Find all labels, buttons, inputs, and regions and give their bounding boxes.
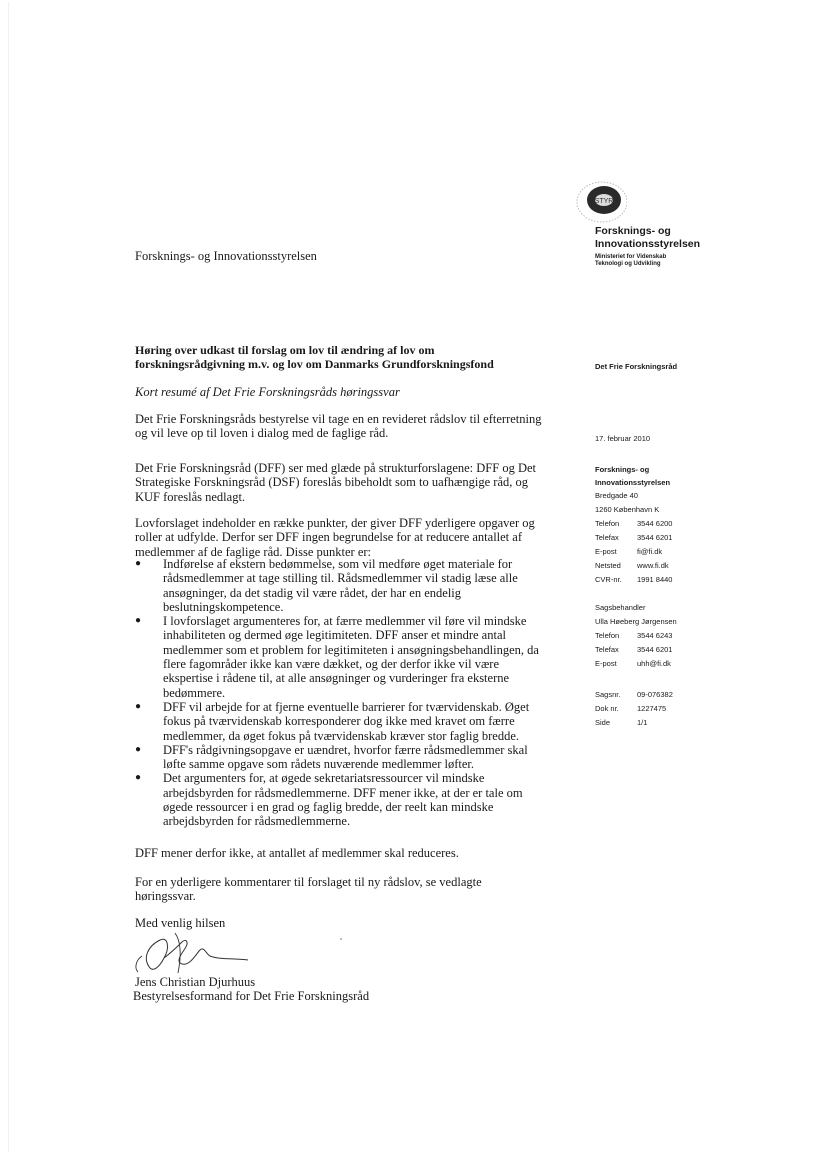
list-item [135, 614, 575, 700]
org-title [595, 225, 700, 250]
reference-value: 1227475 [637, 704, 667, 713]
contact-label: E-post [595, 547, 617, 556]
ministry-line1: Ministeriet for Videnskab [595, 254, 667, 260]
text-line: Strategiske Forskningsråd (DSF) foreslås bibeholdt som to uafhængige råd, og [135, 475, 529, 490]
text-line: roller at udfylde. Derfor ser DFF ingen begrundelse for at reducere antallet af [135, 530, 522, 545]
contact-row [595, 559, 672, 573]
list-item [135, 700, 575, 743]
text-line: øgede ressourcer i en grad og faglig bredde, der reelt kan mindske [163, 800, 494, 815]
text-line: DFF's rådgivningsopgave er uændret, hvorfor færre rådsmedlemmer skal [163, 742, 528, 757]
bullet-icon: ● [135, 700, 142, 712]
contact-label: Netsted [595, 561, 621, 570]
bullet-icon: ● [135, 743, 142, 755]
paragraph-2 [135, 461, 575, 504]
org-title-line1: Forsknings- og [595, 225, 671, 237]
signer-name: Jens Christian Djurhuus [135, 975, 256, 989]
contact-row [595, 643, 677, 657]
text-line: For en yderligere kommentarer til forslaget til ny rådslov, se vedlagte [135, 875, 482, 889]
agency-logo [573, 180, 627, 224]
text-line: beslutningskompetence. [163, 599, 284, 614]
sidebar-org-name [595, 463, 670, 489]
paragraph-3 [135, 516, 575, 559]
text-line: Indførelse af ekstern bedømmelse, som vil medføre øget materiale for [163, 557, 513, 571]
contact-value: 1991 8440 [637, 575, 673, 584]
recipient-address: Forsknings- og Innovationsstyrelsen [135, 249, 317, 263]
org-title-line2: Innovationsstyrelsen [595, 237, 701, 250]
subject-heading [135, 343, 535, 371]
sidebar-org-line2: Innovationsstyrelsen [595, 478, 671, 488]
contact-label: E-post [595, 659, 617, 668]
list-item [135, 557, 575, 614]
text-line: ekspertise i rådene til, at alle ansøgninger og vurderinger fra eksterne [163, 671, 510, 686]
closing-salutation: Med venlig hilsen [135, 916, 226, 930]
text-line: flere fagområder ikke kan være dækket, og der derfor ikke vil være [163, 657, 499, 672]
contact-value: 3544 6201 [637, 533, 673, 542]
list-item [135, 771, 575, 828]
ministry-name [595, 254, 666, 268]
contact-label: Telefon [595, 519, 620, 528]
text-line: løfte samme opgave som rådets nuværende medlemmer løfter. [163, 757, 475, 772]
address-row [595, 489, 672, 503]
reference-value: 1/1 [637, 718, 648, 727]
text-line: Lovforslaget indeholder en række punkter, der giver DFF yderligere opgaver og [135, 516, 535, 530]
contact-row [595, 688, 673, 702]
contact-row [595, 716, 673, 730]
case-handler-block [595, 601, 677, 671]
reference-label: Side [595, 718, 611, 727]
contact-value: uhh@fi.dk [637, 659, 671, 668]
address-city: 1260 København K [595, 505, 660, 514]
letter-date: 17. februar 2010 [595, 434, 651, 443]
text-line: I lovforslaget argumenteres for, at færre medlemmer vil føre vil mindske [163, 614, 527, 629]
scan-speck [340, 938, 342, 940]
contact-label: CVR-nr. [595, 575, 622, 584]
bullet-icon: ● [135, 615, 142, 627]
list-item [135, 743, 575, 772]
text-line: ansøgninger, da det stadig vil være rådet, der har en endelig [163, 585, 462, 600]
reference-value: 09-076382 [637, 690, 673, 699]
contact-row [595, 517, 672, 531]
text-line: og vil leve op til loven i dialog med de faglige råd. [135, 426, 389, 441]
text-line: DFF mener derfor ikke, at antallet af medlemmer skal reduceres. [135, 846, 459, 860]
text-line: DFF vil arbejde for at fjerne eventuelle barrierer for tværvidenskab. Øget [163, 699, 530, 714]
text-line: arbejdsbyrden for rådsmedlemmerne. [163, 814, 351, 829]
text-line: Det argumenters for, at øgede sekretariatsressourcer vil mindske [163, 771, 485, 786]
contact-value: 3544 6201 [637, 645, 673, 654]
subject-line1: Høring over udkast til forslag om lov til ændring af lov om [135, 343, 435, 357]
case-reference-block [595, 688, 673, 730]
contact-row [595, 657, 677, 671]
text-line: rådsmedlemmer at tage stilling til. Rådsmedlemmer vil stadig læse alle [163, 571, 518, 586]
subject-line2: forskningsrådgivning m.v. og lov om Danmarks Grundforskningsfond [135, 357, 494, 371]
case-handler-name: Ulla Høeberg Jørgensen [595, 617, 677, 626]
contact-row [595, 702, 673, 716]
sidebar-org-line1: Forsknings- og [595, 465, 650, 474]
scan-edge [8, 2, 9, 1152]
paragraph-4 [135, 846, 575, 860]
contact-row [595, 601, 677, 615]
case-handler-label: Sagsbehandler [595, 603, 646, 612]
reference-label: Sagsnr. [595, 690, 621, 699]
sidebar-recipient: Det Frie Forskningsråd [595, 362, 678, 371]
contact-value: 3544 6200 [637, 519, 673, 528]
bullet-list [135, 557, 575, 829]
contact-row [595, 629, 677, 643]
text-line: KUF foreslås nedlagt. [135, 489, 246, 504]
contact-row [595, 545, 672, 559]
text-line: Det Frie Forskningsråds bestyrelse vil tage en en revideret rådslov til efterretning [135, 412, 542, 426]
contact-row [595, 573, 672, 587]
bullet-icon: ● [135, 558, 142, 569]
contact-row [595, 615, 677, 629]
contact-value: 3544 6243 [637, 631, 673, 640]
contact-label: Telefon [595, 631, 620, 640]
paragraph-5 [135, 875, 575, 904]
signer-title: Bestyrelsesformand for Det Frie Forskningsråd [133, 989, 370, 1003]
logo-text: STYR [594, 198, 614, 205]
address-street: Bredgade 40 [595, 491, 638, 500]
bullet-icon: ● [135, 772, 142, 784]
contact-label: Telefax [595, 533, 619, 542]
contact-row [595, 531, 672, 545]
reference-label: Dok nr. [595, 704, 619, 713]
text-line: arbejdsbyrden for rådsmedlemmerne. DFF mener ikke, at der er tale om [163, 785, 523, 800]
summary-title: Kort resumé af Det Frie Forskningsråds høringssvar [135, 385, 400, 399]
contact-value: fi@fi.dk [637, 547, 663, 556]
text-line: inhabiliteten og dermed øge legitimiteten. DFF anser et mindre antal [163, 628, 506, 643]
paragraph-1 [135, 412, 575, 441]
contact-value: www.fi.dk [637, 561, 669, 570]
text-line: medlemmer af de faglige råd. Disse punkter er: [135, 544, 372, 559]
text-line: fokus på tværvidenskab korresponderer dog ikke med kravet om færre [163, 714, 515, 729]
address-row [595, 503, 672, 517]
text-line: Det Frie Forskningsråd (DFF) ser med glæde på strukturforslagene: DFF og Det [135, 461, 536, 475]
text-line: høringssvar. [135, 889, 196, 904]
address-block [595, 489, 672, 587]
ministry-line2: Teknologi og Udvikling [595, 261, 661, 267]
text-line: medlemmer, da øget fokus på tværvidenskab kræver stor faglig bredde. [163, 728, 519, 743]
contact-label: Telefax [595, 645, 619, 654]
text-line: bedømmere. [163, 685, 226, 700]
text-line: medlemmer som et problem for legitimiteten i ansøgningsbehandlingen, da [163, 642, 539, 657]
